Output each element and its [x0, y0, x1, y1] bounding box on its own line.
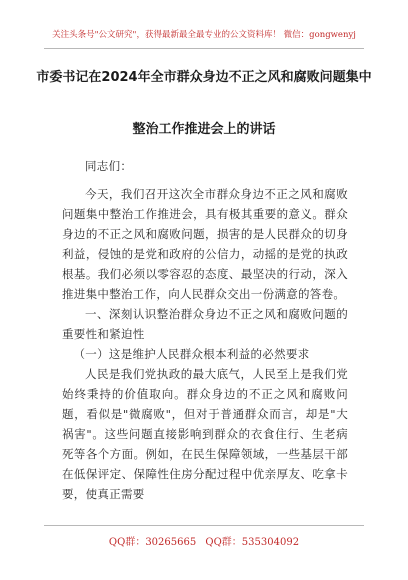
paragraph-intro: 今天，我们召开这次全市群众身边不正之风和腐败问题集中整治工作推进会，具有极其重要的意义。群众身边的不正之风和腐败问题，损害的是人民群众的切身利益，侵蚀的是党和政府的公信力，动摇的是党的执政根基。我们必须以零容忍的态度、最坚决的行动，深入推进集中整治工作，向人民群众交出一份满意的答卷。	[62, 187, 348, 301]
footer-qq-group-1: QQ群：30265665	[108, 537, 197, 548]
header-note: 关注头条号"公文研究"，获得最新最全最专业的公文资料库！ 微信：gongwenyj	[52, 30, 356, 40]
page-title-line1: 市委书记在2024年全市群众身边不正之风和腐败问题集中	[36, 70, 372, 85]
section-heading-1: 一、深刻认识整治群众身边不正之风和腐败问题的重要性和紧迫性	[62, 307, 348, 341]
footer-contact	[0, 533, 408, 548]
footer-divider	[44, 525, 364, 526]
paragraph-section-1: 人民是我们党执政的最大底气，人民至上是我们党始终秉持的价值取向。群众身边的不正之风和腐败问题，看似是"微腐败"，但对于普通群众而言，却是"大祸害"。这些问题直接影响到群众的衣食住行、生老病死等各个方面。例如，在民生保障领域，一些基层干部在低保评定、保障性住房分配过程中优亲厚友、吃拿卡要，使真正需要	[62, 367, 348, 501]
footer-qq-group-2: QQ群：535304092	[205, 537, 300, 548]
header-divider	[44, 48, 364, 49]
salutation: 同志们：	[85, 159, 133, 173]
document-body	[62, 146, 348, 504]
page-title-line2: 整治工作推进会上的讲话	[132, 122, 276, 137]
subsection-heading-1: （一）这是维护人民群众根本利益的必然要求	[73, 347, 310, 361]
